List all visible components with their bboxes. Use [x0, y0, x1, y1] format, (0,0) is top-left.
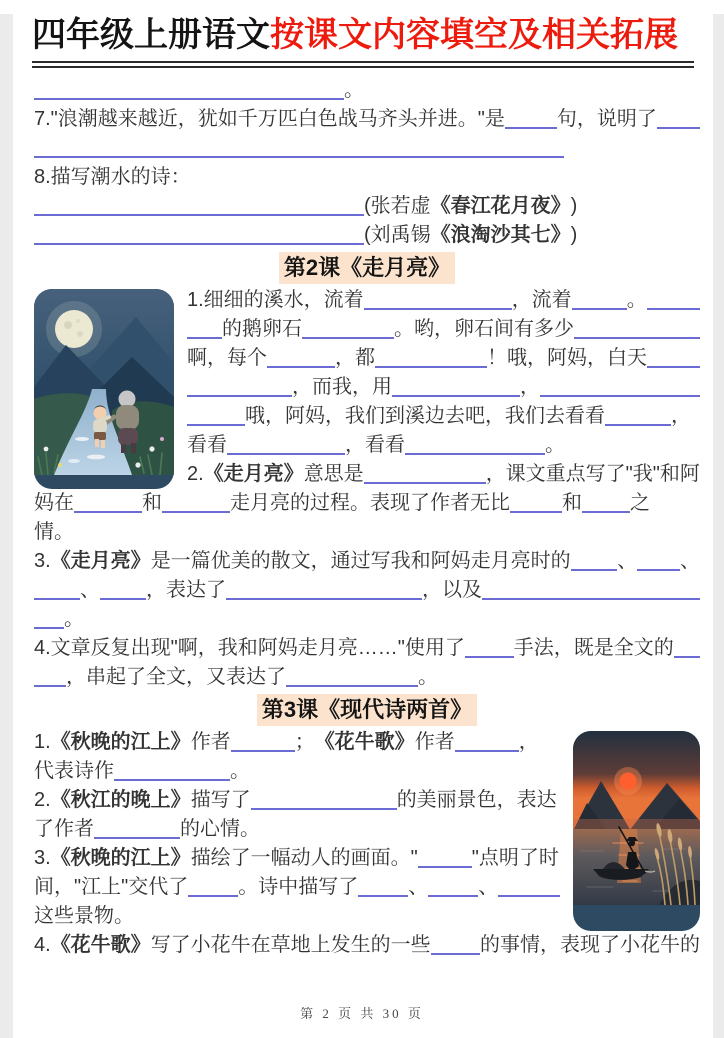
- text-run: 、: [680, 550, 700, 572]
- blank-field: [674, 656, 700, 658]
- text-run: 手法，既是全文的: [513, 637, 674, 659]
- blank-field: [431, 953, 480, 955]
- blank-field: [226, 598, 422, 600]
- worksheet-line: [187, 315, 700, 344]
- text-run: 描绘了一幅动人的画面。": [190, 847, 418, 869]
- blank-field: [227, 453, 345, 455]
- worksheet-line: [34, 105, 700, 134]
- worksheet-line: [34, 134, 700, 163]
- blank-field: [34, 685, 66, 687]
- text-run: 的鹅卵石: [222, 318, 302, 340]
- book-title-run: 《秋江的晚上》: [50, 789, 191, 811]
- text-run: 的美丽景色，表达: [396, 789, 557, 811]
- text-run: 之: [630, 492, 650, 514]
- blank-field: [358, 895, 408, 897]
- book-title-run: 《浪淘沙其七》: [430, 224, 571, 246]
- text-run: 和: [562, 492, 582, 514]
- text-run: 1.: [34, 731, 51, 753]
- text-run: 看看: [187, 434, 227, 456]
- blank-field: [251, 808, 397, 810]
- media-row: [34, 286, 700, 489]
- section-heading-row: [34, 694, 700, 726]
- text-run: 4.: [34, 934, 51, 956]
- text-run: 间，"江上"交代了: [34, 876, 189, 898]
- blank-field: [187, 395, 292, 397]
- text-run: 妈在: [34, 492, 74, 514]
- book-title-run: 《花牛歌》: [50, 934, 151, 956]
- book-title-run: 《春江花月夜》: [430, 195, 571, 217]
- blank-field: [187, 337, 222, 339]
- blank-field: [375, 366, 487, 368]
- text-run: 3.: [34, 847, 51, 869]
- text-run: 这些景物。: [34, 905, 134, 927]
- text-run: 7."浪潮越来越近，犹如千万匹白色战马齐头并进。"是: [34, 108, 505, 130]
- text-run: 意思是: [303, 463, 364, 485]
- blank-field: [582, 511, 630, 513]
- text-run: 、: [478, 876, 499, 898]
- book-title-run: 《秋晚的江上》: [50, 847, 191, 869]
- worksheet-line: [187, 402, 700, 431]
- section-heading: 第2课《走月亮》: [279, 252, 455, 284]
- blank-field: [114, 779, 230, 781]
- blank-field: [637, 569, 680, 571]
- blank-field: [392, 395, 520, 397]
- worksheet-line: [34, 931, 700, 960]
- worksheet-line: [34, 873, 560, 902]
- blank-field: [34, 156, 564, 158]
- blank-field: [505, 127, 557, 129]
- blank-field: [34, 243, 364, 245]
- text-run: 。: [230, 760, 250, 782]
- worksheet-line: [34, 844, 560, 873]
- blank-field: [100, 598, 146, 600]
- worksheet-line: [34, 518, 700, 547]
- blank-field: [302, 337, 394, 339]
- worksheet-line: [34, 221, 700, 250]
- text-run: 。: [418, 666, 438, 688]
- section-heading: 第3课《现代诗两首》: [257, 694, 477, 726]
- book-title-run: 《走月亮》: [50, 550, 151, 572]
- blank-field: [647, 366, 700, 368]
- blank-field: [267, 366, 335, 368]
- moonlit-stream-illustration: [34, 289, 174, 489]
- blank-field: [455, 750, 519, 752]
- worksheet-line: [34, 76, 700, 105]
- text-run: 的心情。: [180, 818, 260, 840]
- text-run: "点明了时: [471, 847, 559, 869]
- blank-field: [572, 308, 627, 310]
- blank-field: [418, 866, 472, 868]
- blank-field: [540, 395, 700, 397]
- text-run: ，看看: [345, 434, 405, 456]
- text-run: ): [570, 195, 578, 217]
- blank-field: [34, 627, 64, 629]
- text-run: 啊，每个: [187, 347, 267, 369]
- blank-field: [34, 598, 80, 600]
- worksheet-line: [34, 663, 700, 692]
- blank-field: [94, 837, 180, 839]
- worksheet-line: [34, 192, 700, 221]
- blank-field: [364, 482, 486, 484]
- worksheet-line: [187, 373, 700, 402]
- title-topic-part: 按课文内容填空及相关拓展: [270, 16, 678, 54]
- text-run: 走月亮的过程。表现了作者无比: [230, 492, 510, 514]
- blank-field: [162, 511, 230, 513]
- text-run: 、: [408, 876, 429, 898]
- section-heading-row: [34, 252, 700, 284]
- blank-field: [465, 656, 514, 658]
- text-run: 代表诗作: [34, 760, 114, 782]
- worksheet-line: [187, 344, 700, 373]
- worksheet-page: [0, 14, 724, 1038]
- text-run: (刘禹锡: [364, 224, 431, 246]
- text-run: 哦，阿妈，我们到溪边去吧，我们去看看: [245, 405, 605, 427]
- blank-field: [364, 308, 512, 310]
- text-run: ，课文重点写了"我"和阿: [485, 463, 700, 485]
- book-title-run: 《走月亮》: [203, 463, 304, 485]
- text-run: 。: [344, 79, 364, 101]
- text-run: 、: [617, 550, 638, 572]
- text-run: 作者: [414, 731, 455, 753]
- worksheet-line: [34, 757, 560, 786]
- text-run: 8.描写潮水的诗：: [34, 166, 191, 188]
- worksheet-line: [34, 547, 700, 576]
- text-run: ，: [671, 405, 691, 427]
- blank-field: [574, 337, 700, 339]
- blank-field: [231, 750, 295, 752]
- text-run: ；: [294, 731, 315, 753]
- book-title-run: 《花牛歌》: [314, 731, 415, 753]
- text-run: ): [570, 224, 578, 246]
- text-run: 。: [64, 608, 84, 630]
- text-run: ，: [518, 731, 539, 753]
- blank-field: [74, 511, 142, 513]
- text-run: 了作者: [34, 818, 94, 840]
- blank-field: [571, 569, 617, 571]
- text-run: ，而我，用: [292, 376, 392, 398]
- text-run: 作者: [190, 731, 231, 753]
- text-run: 。: [545, 434, 565, 456]
- text-run: ，表达了: [146, 579, 226, 601]
- worksheet-line: [187, 286, 700, 315]
- text-run: 、: [80, 579, 100, 601]
- worksheet-line: [34, 634, 700, 663]
- page-edge-left: [0, 14, 13, 1038]
- page-title: [32, 14, 694, 68]
- blank-field: [405, 453, 545, 455]
- blank-field: [498, 895, 560, 897]
- worksheet-line: [34, 786, 560, 815]
- text-run: (张若虚: [364, 195, 431, 217]
- blank-field: [510, 511, 562, 513]
- text-run: ，: [520, 376, 540, 398]
- blank-field: [34, 214, 364, 216]
- worksheet-line: [34, 163, 700, 192]
- worksheet-line: [34, 902, 560, 931]
- text-run: 4.文章反复出现"啊，我和阿妈走月亮……"使用了: [34, 637, 465, 659]
- book-title-run: 《秋晚的江上》: [50, 731, 191, 753]
- text-run: 句，说明了: [556, 108, 657, 130]
- media-row: [34, 728, 700, 931]
- worksheet-line: [34, 728, 560, 757]
- blank-field: [187, 424, 245, 426]
- text-run: 。哟，卵石间有多少: [394, 318, 574, 340]
- worksheet-line: [187, 431, 700, 460]
- title-grade-part: 四年级上册语文: [32, 16, 270, 54]
- sunset-river-illustration: [573, 731, 700, 931]
- text-run: 和: [142, 492, 162, 514]
- blank-field: [657, 127, 700, 129]
- text-column: [187, 286, 700, 489]
- worksheet-line: [34, 605, 700, 634]
- text-run: 3.: [34, 550, 51, 572]
- text-run: ，以及: [422, 579, 482, 601]
- blank-field: [286, 685, 418, 687]
- blank-field: [428, 895, 478, 897]
- page-footer: 第 2 页 共 30 页: [300, 1006, 424, 1021]
- worksheet-line: [34, 489, 700, 518]
- text-run: 描写了: [190, 789, 251, 811]
- text-run: 写了小花牛在草地上发生的一些: [150, 934, 431, 956]
- worksheet-line: [34, 815, 560, 844]
- text-column: [34, 728, 560, 931]
- text-run: ！哦，阿妈，白天: [487, 347, 647, 369]
- worksheet-line: [34, 576, 700, 605]
- text-run: 1.细细的溪水，流着: [187, 289, 364, 311]
- blank-field: [605, 424, 671, 426]
- blank-field: [188, 895, 238, 897]
- blank-field: [34, 98, 344, 100]
- blank-field: [482, 598, 700, 600]
- text-run: 。诗中描写了: [238, 876, 359, 898]
- text-run: ，串起了全文，又表达了: [66, 666, 286, 688]
- page-edge-right: [713, 14, 724, 1038]
- text-run: 是一篇优美的散文，通过写我和阿妈走月亮时的: [150, 550, 571, 572]
- worksheet-body: [34, 76, 700, 960]
- blank-field: [647, 308, 700, 310]
- worksheet-line: [187, 460, 700, 489]
- text-run: ，流着: [511, 289, 572, 311]
- text-run: 2.: [187, 463, 204, 485]
- text-run: 2.: [34, 789, 51, 811]
- text-run: 的事情，表现了小花牛的: [480, 934, 700, 956]
- text-run: 。: [626, 289, 647, 311]
- text-run: ，都: [335, 347, 375, 369]
- text-run: 情。: [34, 521, 74, 543]
